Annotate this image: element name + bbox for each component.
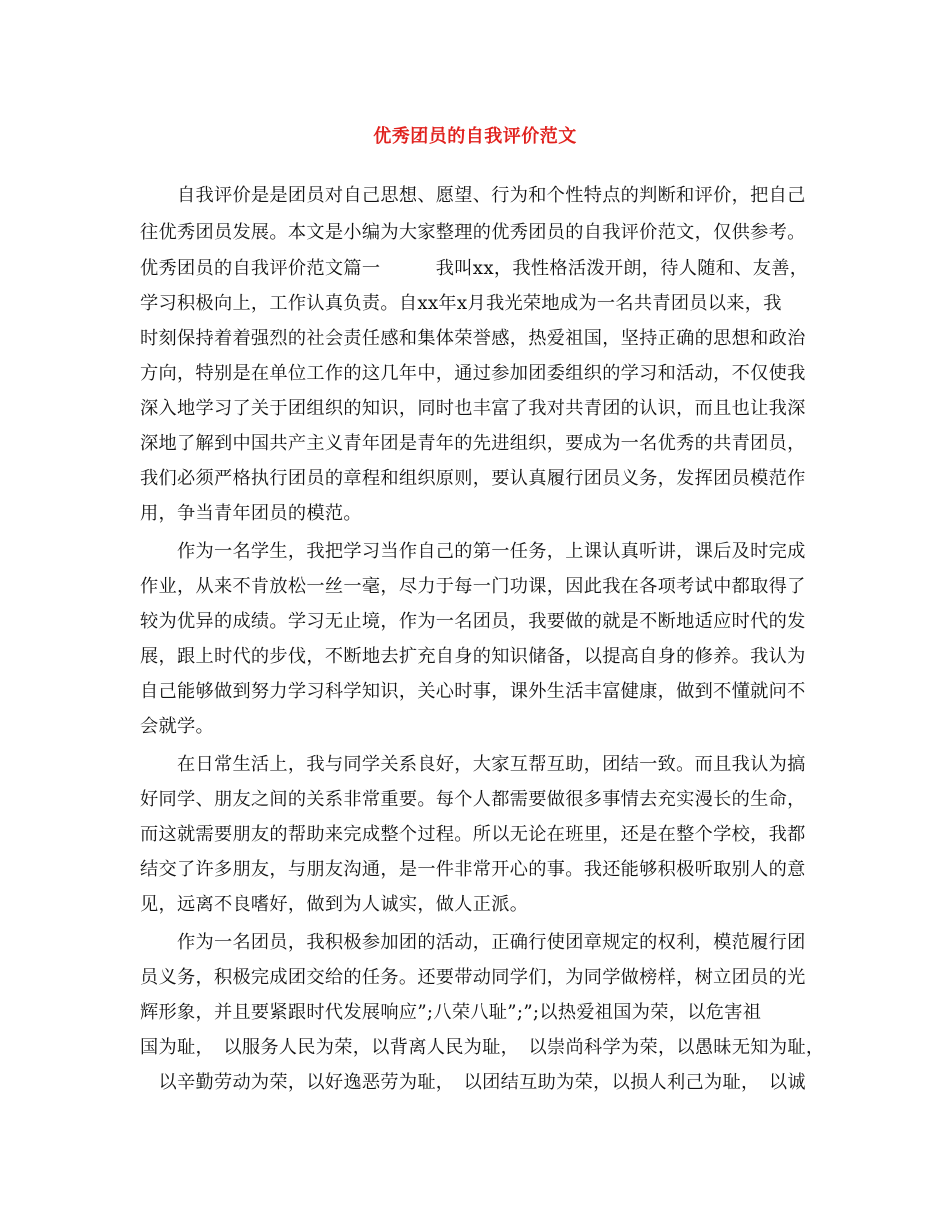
body-line: 往优秀团员发展。本文是小编为大家整理的优秀团员的自我评价范文，仅供参考。 [140, 222, 806, 243]
body-line: 优秀团员的自我评价范文篇一 我叫xx，我性格活泼开朗，待人随和、友善， [140, 258, 809, 279]
body-line: 我们必须严格执行团员的章程和组织原则，要认真履行团员义务，发挥团员模范作 [140, 468, 806, 489]
body-line: 深地了解到中国共产主义青年团是青年的先进组织，要成为一名优秀的共青团员， [140, 433, 806, 454]
body-line: 会就学。 [140, 716, 214, 737]
body-line: 在日常生活上，我与同学关系良好，大家互帮互助，团结一致。而且我认为搞 [140, 754, 806, 775]
body-line: 自己能够做到努力学习科学知识，关心时事，课外生活丰富健康，做到不懂就问不 [140, 681, 806, 702]
body-line: 辉形象，并且要紧跟时代发展响应”;八荣八耻”;”;以热爱祖国为荣，以危害祖 [140, 1002, 762, 1023]
body-line: 自我评价是是团员对自己思想、愿望、行为和个性特点的判断和评价，把自己 [140, 185, 806, 206]
body-line: 较为优异的成绩。学习无止境，作为一名团员，我要做的就是不断地适应时代的发 [140, 611, 806, 632]
body-line: 用，争当青年团员的模范。 [140, 503, 362, 524]
body-line: 时刻保持着着强烈的社会责任感和集体荣誉感，热爱祖国，坚持正确的思想和政治 [140, 328, 806, 349]
document-title: 优秀团员的自我评价范文 [373, 126, 577, 147]
body-line: 学习积极向上，工作认真负责。自xx年x月我光荣地成为一名共青团员以来，我 [140, 293, 782, 314]
body-line: 作业，从来不肯放松一丝一毫，尽力于每一门功课，因此我在各项考试中都取得了 [140, 576, 806, 597]
body-line: 好同学、朋友之间的关系非常重要。每个人都需要做很多事情去充实漫长的生命， [140, 789, 806, 810]
body-line: 结交了许多朋友，与朋友沟通，是一件非常开心的事。我还能够积极听取别人的意 [140, 859, 806, 880]
body-line: 员义务，积极完成团交给的任务。还要带动同学们，为同学做榜样，树立团员的光 [140, 967, 806, 988]
body-line: 作为一名团员，我积极参加团的活动，正确行使团章规定的权利，模范履行团 [140, 932, 806, 953]
body-line: 方向，特别是在单位工作的这几年中，通过参加团委组织的学习和活动，不仅使我 [140, 363, 806, 384]
body-line: 而这就需要朋友的帮助来完成整个过程。所以无论在班里，还是在整个学校，我都 [140, 824, 806, 845]
body-line: 作为一名学生，我把学习当作自己的第一任务，上课认真听讲，课后及时完成 [140, 541, 806, 562]
body-line: 深入地学习了关于团组织的知识，同时也丰富了我对共青团的认识，而且也让我深 [140, 398, 806, 419]
body-line: 见，远离不良嗜好，做到为人诚实，做人正派。 [140, 894, 529, 915]
body-line: 以辛勤劳动为荣，以好逸恶劳为耻， 以团结互助为荣，以损人利己为耻， 以诚 [140, 1072, 806, 1093]
body-line: 国为耻， 以服务人民为荣，以背离人民为耻， 以崇尚科学为荣，以愚昧无知为耻， [140, 1037, 825, 1058]
body-line: 展，跟上时代的步伐，不断地去扩充自身的知识储备，以提高自身的修养。我认为 [140, 646, 806, 667]
